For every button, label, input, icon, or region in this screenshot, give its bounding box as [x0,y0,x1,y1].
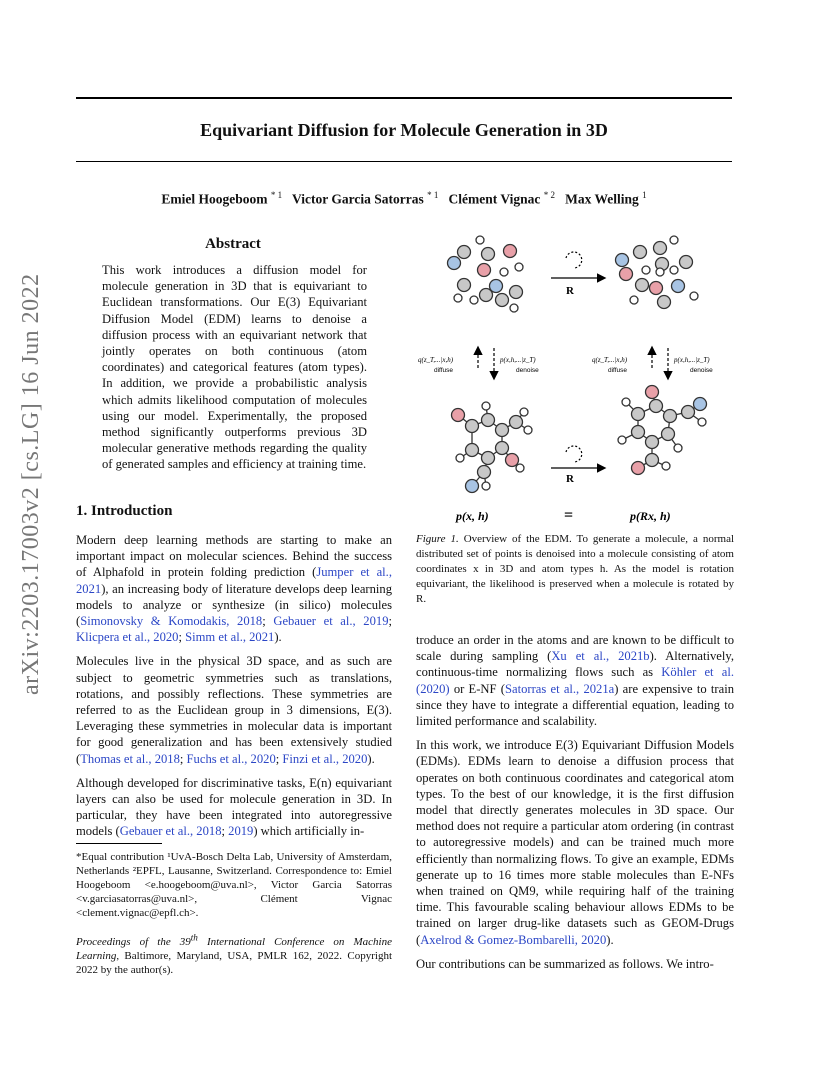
citation-link[interactable]: Jumper et al., 2021 [76,565,392,596]
diffuse-label-left: diffuse [434,367,454,374]
arxiv-side-label: arXiv:2203.17003v2 [cs.LG] 16 Jun 2022 [18,273,44,695]
intro-paragraph-1: Modern deep learning methods are starting to make an important impact on molecular sciences. Behind the success of Alphafold in protein folding prediction (Jumper et al., 2021), an increasing body of literature develops deep learning models to analyze or synthesize (in silico) molecules (Simonovsky & Komodakis, 2018; Gebauer et al., 2019; Klicpera et al., 2020; Simm et al., 2021). [76,533,392,645]
author-name: Victor Garcia Satorras [292,191,424,207]
diffuse-label-right: diffuse [608,367,628,374]
proceedings-note: Proceedings of the 39th International Conference on Machine Learning, Baltimore, Maryland, USA, PMLR 162, 2022. Copyright 2022 by the author(s). [76,932,392,976]
intro-paragraph-2: Molecules live in the physical 3D space, and as such are subject to geometric symmetries such as translations, rotations, and possibly reflections. These symmetries are referred to as the Euclidean group in 3 dimensions, E(3). Leveraging these symmetries in molecular data is important for good generalization and has been extensively studied (Thomas et al., 2018; Fuchs et al., 2020; Finzi et al., 2020). [76,654,392,766]
intro-left-column [76,532,392,848]
author-list [76,190,732,208]
right-paragraph-3: Our contributions can be summarized as follows. We intro- [416,956,714,971]
intro-paragraph-3: Although developed for discriminative tasks, E(n) equivariant layers can also be used for molecule generation in 3D. In particular, they have been integrated into autoregressive models (Gebauer et al., 2018; 2019) which artificially in- [76,775,392,839]
citation-link[interactable]: Fuchs et al., 2020 [186,751,276,766]
edm-overview-figure [416,230,736,530]
caption-label: Figure 1. [416,533,459,545]
molecule-left [452,402,533,493]
right-paragraph-2: In this work, we introduce E(3) Equivariant Diffusion Models (EDMs). EDMs learn to denoise a diffusion process that operates on both continuous coordinates and categorical atom types. To the best of our knowledge, it is the first diffusion model that directly generates molecules in 3D space. Our method does not require a particular atom ordering (in contrast to autoregressive models) and can be trained much more efficiently than normalizing flows. To give an example, EDMs generate up to 16 times more stable molecules than E-NFs when trained on QM9, while requiring half of the training time. This favourable scaling behaviour allows EDMs to be trained on larger drug-like datasets such as GEOM-Drugs (Axelrod & Gomez-Bombarelli, 2020). [416,738,734,947]
intro-heading: 1. Introduction [76,503,173,519]
citation-link[interactable]: Gebauer et al., 2019 [273,614,389,629]
noise-point-cloud-left [448,236,524,312]
title-rule [76,161,732,162]
rotate-icon [566,446,582,462]
citation-link[interactable]: Finzi et al., 2020 [282,751,368,766]
author-affil: * 2 [543,190,555,200]
intro-right-column [416,632,734,980]
diffuse-formula-right: q(z_T,...|x,h) [592,356,628,364]
abstract-heading: Abstract [205,236,261,252]
author-affil: * 1 [427,190,439,200]
figure-caption: Figure 1. Overview of the EDM. To generate a molecule, a normal distributed set of points is denoised into a molecule consisting of atom coordinates x in 3D and atom types h. As the model is rotation equivariant, the likelihood is preserved when a molecule is rotated by R. [416,533,735,605]
author-name: Clément Vignac [448,191,541,207]
citation-link[interactable]: Simm et al., 2021 [185,630,275,645]
diffuse-formula-left: q(z_T,...|x,h) [418,356,454,364]
citation-link[interactable]: Simonovsky & Komodakis, 2018 [80,614,263,629]
right-paragraph-1: troduce an order in the atoms and are known to be difficult to scale during sampling (Xu et al., 2021b). Alternatively, continuous-time normalizing flows such as Köhler et al. (2020) or E-NF (Satorras et al., 2021a) are expensive to train since they have to integrate a differential equation, leading to limited performance and scalability. [416,633,735,729]
denoise-label-right: denoise [690,367,713,374]
denoise-label-left: denoise [516,367,539,374]
author-affil: 1 [642,190,647,200]
author-affil: * 1 [270,190,283,200]
citation-link[interactable]: Satorras et al., 2021a [504,681,615,696]
equals-sign: = [564,507,574,524]
citation-link[interactable]: Klicpera et al., 2020 [76,630,179,645]
noise-point-cloud-right [616,236,699,309]
author-name: Emiel Hoogeboom [161,191,268,207]
citation-link[interactable]: Gebauer et al., 2018 [119,824,222,839]
paper-title: Equivariant Diffusion for Molecule Generation in 3D [200,120,608,140]
citation-link[interactable]: 2019 [228,824,254,839]
citation-link[interactable]: Xu et al., 2021b [551,649,650,664]
citation-link[interactable]: Köhler et al. (2020) [416,665,735,696]
footnote-rule [76,843,162,844]
rotation-label: R [566,285,574,297]
rotation-label: R [566,473,574,485]
footnote-text: *Equal contribution ¹UvA-Bosch Delta Lab, University of Amsterdam, Netherlands ²EPFL, Lausanne, Switzerland. Correspondence to: Emiel Hoogeboom <e.hoogeboom@uva.nl>, Victor Garcia Satorras <v.garciasatorras@uva.nl>, Clément Vignac <clement.vignac@epfl.ch>. [76,851,392,919]
abstract-text: This work introduces a diffusion model for molecule generation in 3D that is equivariant to Euclidean transformations. Our E(3) Equivariant Diffusion Model (EDM) learns to denoise a diffusion process with an equivariant network that jointly operates on both continuous (atom coordinates) and categorical features (atom types). In addition, we provide a probabilistic analysis which admits likelihood computation of molecules using our model. Experimentally, the proposed method significantly outperforms previous 3D molecular generative methods regarding the quality of generated samples and efficiency at training time. [102,263,367,472]
likelihood-left: p(x, h) [456,509,489,523]
citation-link[interactable]: Thomas et al., 2018 [80,751,180,766]
top-rule [76,97,732,99]
citation-link[interactable]: Axelrod & Gomez-Bombarelli, 2020 [420,932,607,947]
molecule-right [618,386,707,475]
denoise-formula-right: p(x,h,...|z_T) [674,356,710,364]
author-name: Max Welling [565,191,639,207]
denoise-formula-left: p(x,h,...|z_T) [500,356,536,364]
rotate-icon [566,252,582,268]
likelihood-right: p(Rx, h) [630,509,671,523]
